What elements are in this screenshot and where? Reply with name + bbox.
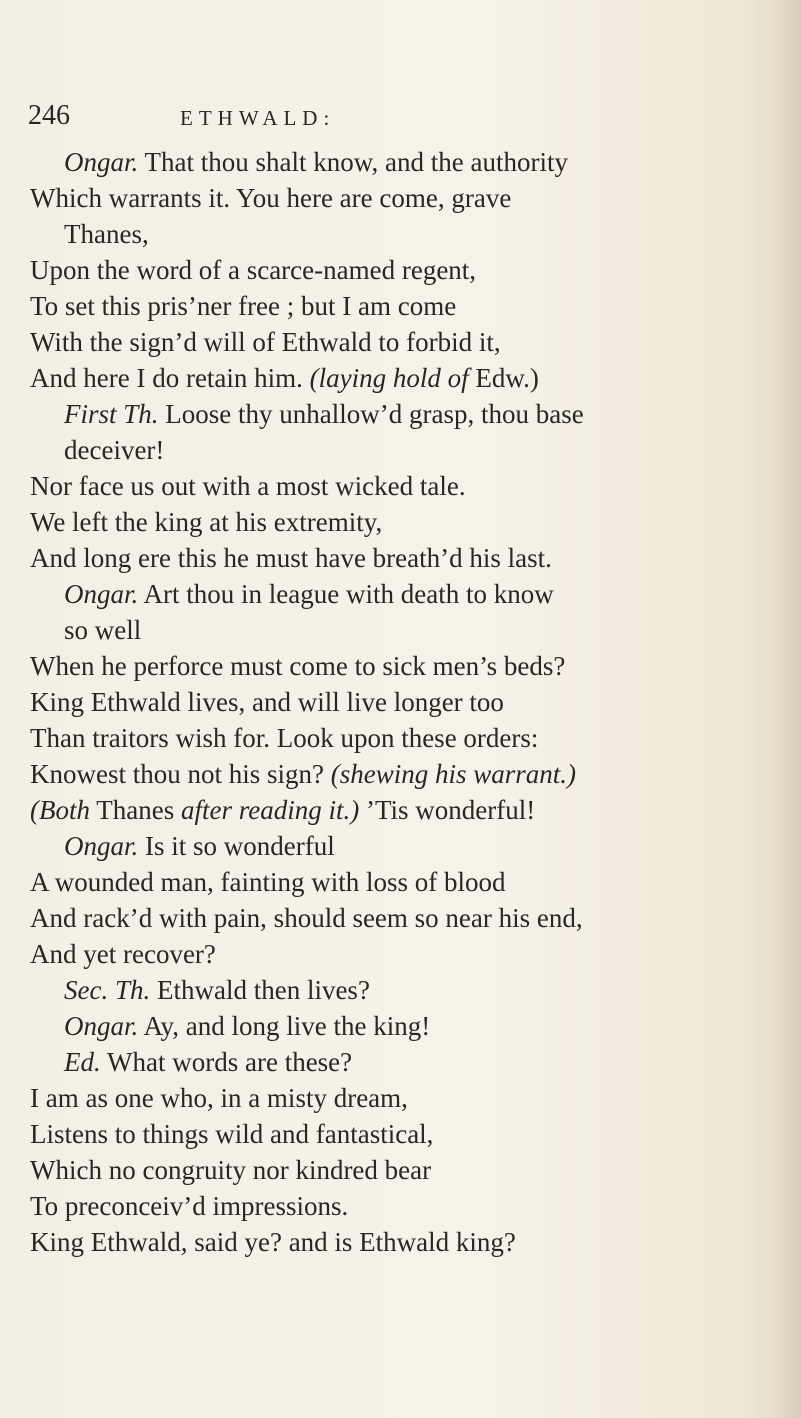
text-line <box>30 1224 516 1260</box>
text-segment: When he perforce must come to sick men’s beds? <box>30 651 566 681</box>
text-segment: King Ethwald lives, and will live longer too <box>30 687 504 717</box>
text-segment: A wounded man, fainting with loss of blood <box>30 867 506 897</box>
text-line <box>30 504 382 540</box>
text-line <box>64 576 554 612</box>
text-line <box>30 180 511 216</box>
text-segment: Thanes, <box>64 219 149 249</box>
text-line <box>64 144 568 180</box>
text-segment: Which no congruity nor kindred bear <box>30 1155 432 1185</box>
text-line <box>30 288 456 324</box>
italic-text: Ongar. <box>64 147 139 177</box>
italic-text: (shewing his warrant.) <box>330 759 577 789</box>
text-segment: Edw.) <box>468 363 539 393</box>
text-line <box>30 252 476 288</box>
italic-text: Ongar. <box>64 831 139 861</box>
text-line <box>30 936 216 972</box>
text-line <box>30 324 501 360</box>
running-head: ETHWALD: <box>180 106 336 130</box>
text-segment: Which warrants it. You here are come, grave <box>30 183 512 213</box>
text-segment: And yet recover? <box>30 939 216 969</box>
text-segment: Thanes <box>90 795 181 825</box>
text-line <box>30 792 535 828</box>
italic-text: First Th. <box>64 399 159 429</box>
text-line <box>30 900 583 936</box>
text-segment: And long ere this he must have breath’d his last. <box>30 543 552 573</box>
text-segment: With the sign’d will of Ethwald to forbid it, <box>30 327 501 357</box>
text-line <box>30 1116 433 1152</box>
italic-text: Ongar. <box>64 1011 139 1041</box>
text-segment: Listens to things wild and fantastical, <box>30 1119 434 1149</box>
text-line <box>30 1188 348 1224</box>
italic-text: Ed. <box>64 1047 101 1077</box>
text-segment: I am as one who, in a misty dream, <box>30 1083 408 1113</box>
italic-text: (laying hold of <box>309 363 469 393</box>
text-line <box>30 756 576 792</box>
text-segment: Ethwald then lives? <box>150 975 370 1005</box>
text-line <box>64 972 370 1008</box>
text-line <box>64 1044 352 1080</box>
text-segment: Than traitors wish for. Look upon these orders: <box>30 723 539 753</box>
text-segment: Nor face us out with a most wicked tale. <box>30 471 466 501</box>
text-line <box>30 1152 431 1188</box>
text-line <box>30 540 552 576</box>
text-segment: To set this pris’ner free ; but I am come <box>30 291 457 321</box>
text-segment: What words are these? <box>100 1047 353 1077</box>
text-segment: King Ethwald, said ye? and is Ethwald king? <box>30 1227 516 1257</box>
text-line <box>30 864 505 900</box>
text-segment: And here I do retain him. <box>30 363 310 393</box>
text-segment: so well <box>64 615 142 645</box>
text-line <box>64 432 164 468</box>
italic-text: Sec. Th. <box>64 975 151 1005</box>
text-line <box>64 828 335 864</box>
italic-text: after reading it.) <box>180 795 360 825</box>
page-header <box>28 100 748 140</box>
text-segment: Loose thy unhallow’d grasp, thou base <box>158 399 584 429</box>
text-line <box>64 1008 430 1044</box>
text-segment: Ay, and long live the king! <box>138 1011 431 1041</box>
text-line <box>64 396 584 432</box>
italic-text: (Both <box>30 795 90 825</box>
text-line <box>30 648 565 684</box>
text-segment: Art thou in league with death to know <box>138 579 554 609</box>
text-segment: We left the king at his extremity, <box>30 507 383 537</box>
italic-text: Ongar. <box>64 579 139 609</box>
text-segment: deceiver! <box>64 435 165 465</box>
text-line <box>30 468 466 504</box>
text-line <box>30 684 504 720</box>
text-segment: And rack’d with pain, should seem so near his end, <box>30 903 583 933</box>
text-line <box>30 360 539 396</box>
text-segment: Knowest thou not his sign? <box>30 759 331 789</box>
text-segment: ’Tis wonderful! <box>359 795 536 825</box>
page-number: 246 <box>28 100 70 131</box>
text-line <box>64 612 141 648</box>
text-segment: To preconceiv’d impressions. <box>30 1191 349 1221</box>
text-segment: Upon the word of a scarce-named regent, <box>30 255 477 285</box>
text-line <box>30 1080 408 1116</box>
text-segment: That thou shalt know, and the authority <box>138 147 568 177</box>
text-segment: Is it so wonderful <box>138 831 335 861</box>
text-line <box>64 216 149 252</box>
page-edge-shadow <box>771 0 801 1418</box>
text-line <box>30 720 538 756</box>
